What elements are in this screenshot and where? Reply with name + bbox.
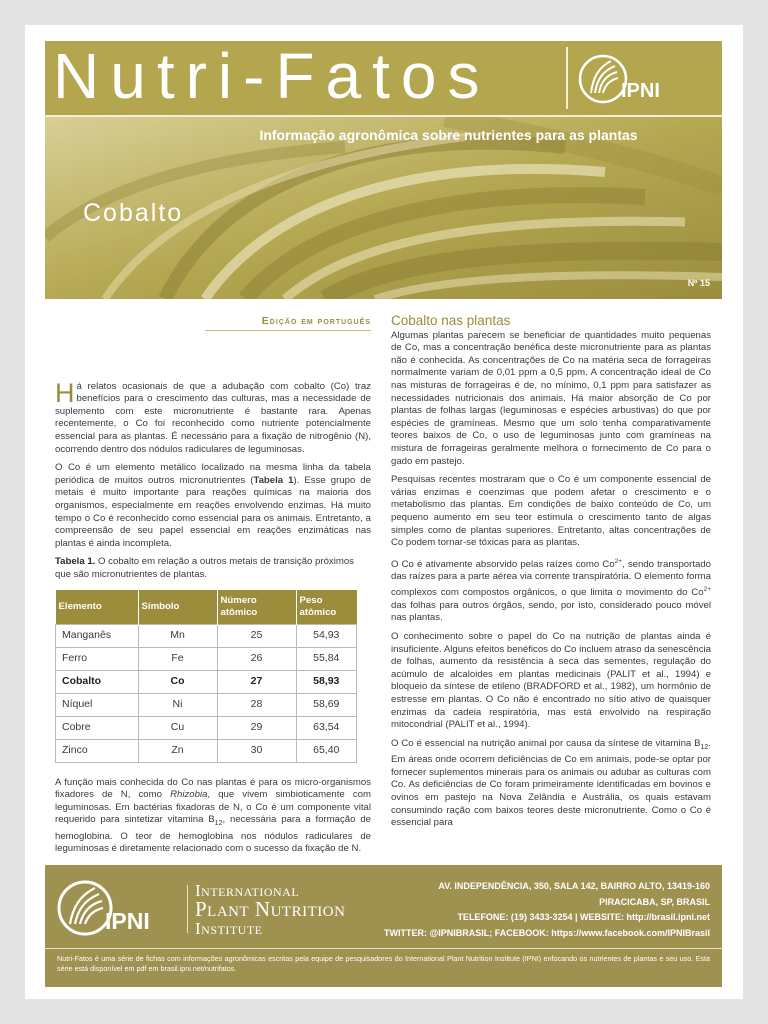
- paragraph: O Co é ativamente absorvido pelas raízes como $Co^{2+}$, sendo transportado das raízes para a parte aérea via corrente transpiratória. O elemento forma complexos com compostos orgânicos, o que limita o movimento do $Co^{2+}$ das folhas para outros órgãos, sendo, por isto, considerado pouco móvel nas plantas.: [391, 557, 711, 624]
- intro-paragraph: Há relatos ocasionais de que a adubação com cobalto (Co) traz benefícios para o crescimento das culturas, mas a necessidade de suplemento com este micronutriente é bastante rara. Apenas recentemente, o Co foi reconhecido como nutriente potencialmente essencial para as plantas. É necessário para a fixação de nitrogênio (N), ocorrendo dentro dos nódulos radiculares de leguminosas.: [55, 377, 371, 455]
- table-header-row: [56, 590, 357, 625]
- table-caption: Tabela 1. O cobalto em relação a outros metais de transição próximos que são micronutrientes de plantas.: [55, 556, 354, 580]
- svg-text:IPNI: IPNI: [105, 908, 150, 934]
- paragraph: Algumas plantas parecem se beneficiar de quantidades muito pequenas de Co, mas a concentração benéfica deste micronutriente para as plantas não é conhecida. As concentrações de Co na matéria seca de forrageiras normalmente variam de 0,01 ppm a 0,5 ppm. A concentração ideal de Co nas misturas de forrageiras é de, no mínimo, 0,1 ppm para satisfazer as necessidades nutricionais dos animais. Há maior absorção de Co por plantas de folhas largas (leguminosas e espécies arbustivas) do que por espécies de gramíneas. Mesmo que um solo tenha comparativamente teores baixos de Co, o uso de leguminosas junto com gramíneas na mistura de forrageiras geralmente melhora o fornecimento de Co para o gado em pastejo.: [391, 329, 711, 467]
- header-divider: [566, 47, 568, 109]
- brand-title: Nutri-Fatos: [53, 41, 491, 112]
- drop-cap: H: [55, 377, 75, 408]
- elements-table: [55, 590, 357, 763]
- table-header: Símbolo: [138, 590, 217, 625]
- table-row: Ferro Fe 26 55,84: [56, 647, 357, 670]
- paragraph: O Co é essencial na nutrição animal por causa da síntese de vitamina $B_{12}$. Em áreas onde ocorrem deficiências de Co em animais, pode-se optar por fornecer suplementos minerais para os animais ou adubar as culturas com Co. As deficiências de Co foram primeiramente identificadas em bovinos e ovinos em pastejo na Nova Zelândia e Austrália, os quais estavam consumindo ração com baixos teores deste micronutriente. Como o Co é essencial para: [391, 737, 711, 829]
- paragraph: O Co é um elemento metálico localizado na mesma linha da tabela periódica de muitos outros micronutrientes (Tabela 1). Esse grupo de metais é muito importante para reações químicas na maioria dos organismos, especialmente em reações envolvendo enzimas. Há muito tempo o Co é reconhecido como essencial para os animais. Entretanto, a compreensão de seu papel essencial em reações enzimáticas nas plantas é ainda incompleta.: [55, 462, 371, 549]
- address-line: PIRACICABA, SP, BRASIL: [599, 896, 710, 907]
- table-header: Peso atômico: [296, 590, 357, 625]
- paragraph: O conhecimento sobre o papel do Co na nutrição de plantas ainda é insuficiente. Alguns efeitos benéficos do Co incluem atraso da senescência de folhas, aumento da resistência à seca das sementes, regulação do acúmulo de alcaloides em plantas medicinais (PALIT et al., 1994) e bloqueio da síntese de etileno (BRADFORD et al., 1982), um hormônio de estresse em plantas. O Co não é encontrado no sítio ativo de quaisquer enzimas da cadeia respiratória, mas está envolvido na respiração mitocondrial (PALIT et al., 1994).: [391, 631, 711, 731]
- footer-divider: [187, 885, 188, 933]
- table-row: Níquel Ni 28 58,69: [56, 693, 357, 716]
- phone-website[interactable]: TELEFONE: (19) 3433-3254 | WEBSITE: http://brasil.ipni.net: [457, 912, 710, 922]
- table-row: Manganês Mn 25 54,93: [56, 624, 357, 647]
- ipni-logo: [577, 49, 687, 109]
- paragraph: Pesquisas recentes mostraram que o Co é um componente essencial de várias enzimas e coenzimas que podem afetar o crescimento e o metabolismo das plantas. Em condições de baixo conteúdo de Co, um pequeno aumento em seu teor estimula o crescimento tanto de algas simples como de plantas superiores. Entretanto, altas concentrações de Co podem tornar-se tóxicas para as plantas.: [391, 474, 711, 549]
- contact-block: [384, 879, 710, 941]
- footer-rule: [45, 948, 722, 949]
- right-column: [391, 315, 711, 836]
- social-links[interactable]: TWITTER: @IPNIBRASIL; FACEBOOK: https://www.facebook.com/IPNIBrasil: [384, 927, 710, 938]
- footer: [45, 865, 722, 987]
- page: [25, 25, 743, 999]
- header-banner: [45, 41, 722, 299]
- table-row: Zinco Zn 30 65,40: [56, 739, 357, 762]
- address-line: AV. INDEPENDÊNCIA, 350, SALA 142, BAIRRO ALTO, 13419-160: [438, 881, 710, 891]
- ipni-footer-logo: [55, 875, 183, 941]
- institute-name: International Plant Nutrition Institute: [195, 881, 346, 938]
- table-row: Cobre Cu 29 63,54: [56, 716, 357, 739]
- footer-note: Nutri-Fatos é uma série de fichas com informações agronômicas escritas pela equipe de pesquisadores do International Plant Nutrition Institute (IPNI) enfocando os nutrientes de plantas e seu uso. Esta série está disponível em pdf em brasil.ipni.net/nutrifatos.: [57, 954, 710, 973]
- table-header: Elemento: [56, 590, 139, 625]
- left-column: [55, 315, 371, 862]
- paragraph: A função mais conhecida do Co nas plantas é para os micro-organismos fixadores de N, como Rhizobia, que vivem simbioticamente com leguminosas. Em bactérias fixadoras de N, o Co é um componente vital requerido para sintetizar vitamina $B_{12}$, necessária para a formação de hemoglobina. O teor de hemoglobina nos nódulos radiculares de leguminosas é diretamente relacionado com o sucesso da fixação de N.: [55, 776, 371, 855]
- svg-text:IPNI: IPNI: [621, 80, 660, 102]
- issue-number: Nº 15: [687, 278, 710, 288]
- section-title: Cobalto nas plantas: [391, 313, 511, 328]
- table-row-highlighted: Cobalto Co 27 58,93: [56, 670, 357, 693]
- table-header: Número atômico: [217, 590, 296, 625]
- subject-title: Cobalto: [83, 199, 184, 227]
- tagline: Informação agronômica sobre nutrientes para as plantas: [259, 127, 638, 143]
- edition-label: Edição em português: [205, 315, 371, 331]
